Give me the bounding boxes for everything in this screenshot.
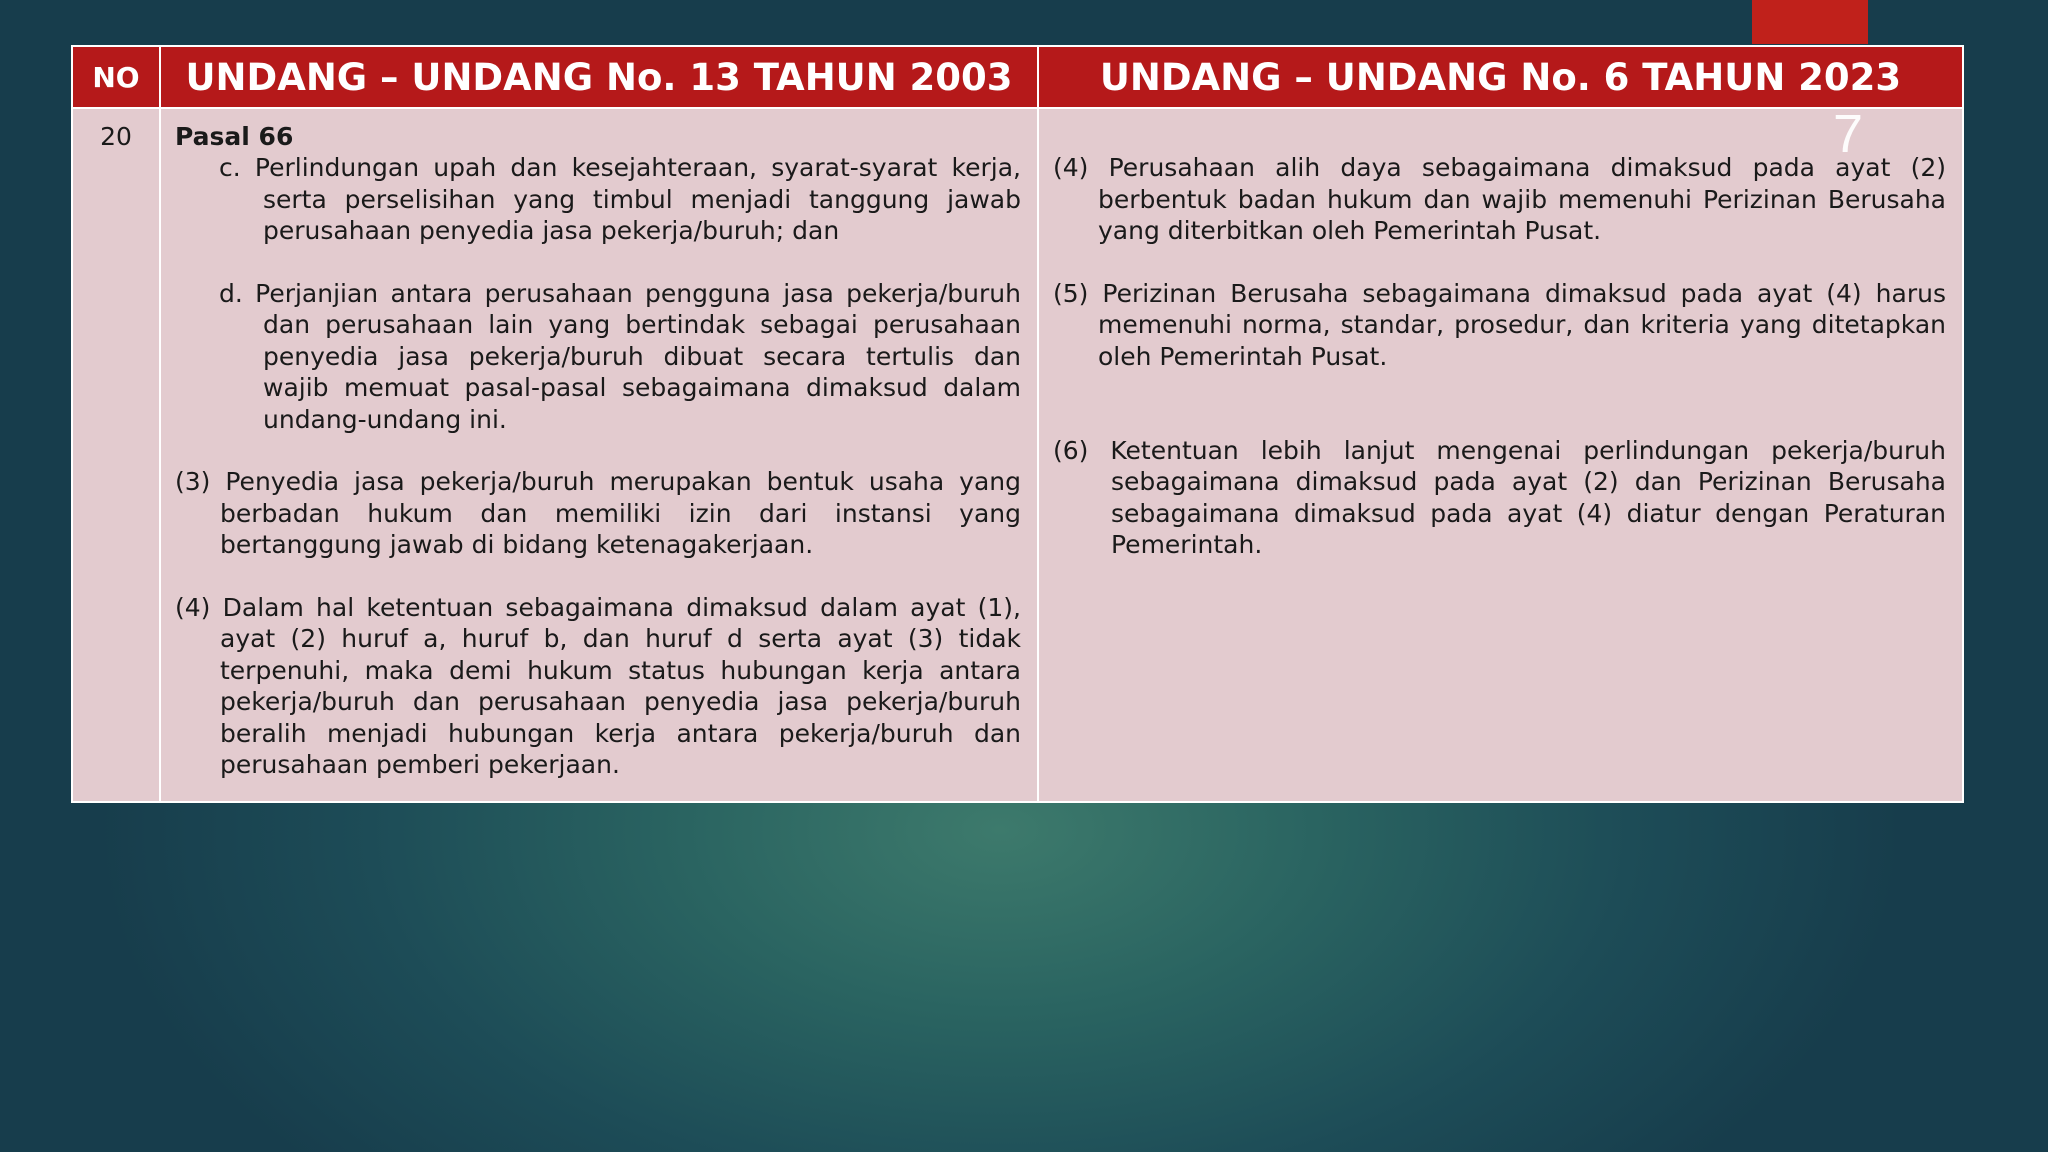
slide-number: 7	[1832, 104, 1864, 164]
row-number: 20	[72, 108, 160, 802]
table-header-row	[72, 46, 1963, 108]
header-uu-13-2003: UNDANG – UNDANG No. 13 TAHUN 2003	[160, 46, 1038, 108]
old-ayat-3: (3) Penyedia jasa pekerja/buruh merupakan bentuk usaha yang berbadan hukum dan memiliki izin dari instansi yang bertanggung jawab di bidang ketenagakerjaan.	[175, 467, 1021, 560]
comparison-table	[71, 45, 1964, 803]
old-law-cell	[160, 108, 1038, 802]
new-ayat-4: (4) Perusahaan alih daya sebagaimana dimaksud pada ayat (2) berbentuk badan hukum dan wajib memenuhi Perizinan Berusaha yang diterbitkan oleh Pemerintah Pusat.	[1053, 153, 1946, 246]
old-item-d: d. Perjanjian antara perusahaan pengguna jasa pekerja/buruh dan perusahaan lain yang bertindak sebagai perusahaan penyedia jasa pekerja/buruh dibuat secara tertulis dan wajib memuat pasal-pasal sebagaimana dimaksud dalam undang-undang ini.	[219, 279, 1021, 434]
slide-corner-tab	[1752, 0, 1868, 44]
new-ayat-5: (5) Perizinan Berusaha sebagaimana dimaksud pada ayat (4) harus memenuhi norma, standar, prosedur, dan kriteria yang ditetapkan oleh Pemerintah Pusat.	[1053, 279, 1946, 371]
table-row	[72, 108, 1963, 802]
new-law-cell	[1038, 108, 1963, 802]
new-ayat-6: (6) Ketentuan lebih lanjut mengenai perlindungan pekerja/buruh sebagaimana dimaksud pada ayat (2) dan Perizinan Berusaha sebagaimana dimaksud pada ayat (4) diatur dengan Peraturan Pemerintah.	[1053, 436, 1946, 560]
pasal-title: Pasal 66	[175, 122, 294, 151]
old-ayat-4: (4) Dalam hal ketentuan sebagaimana dimaksud dalam ayat (1), ayat (2) huruf a, huruf b, dan huruf d serta ayat (3) tidak terpenuhi, maka demi hukum status hubungan kerja antara pekerja/buruh dan perusahaan penyedia jasa pekerja/buruh beralih menjadi hubungan kerja antara pekerja/buruh dan perusahaan pemberi pekerjaan.	[175, 593, 1021, 780]
old-item-c: c. Perlindungan upah dan kesejahteraan, syarat-syarat kerja, serta perselisihan yang timbul menjadi tanggung jawab perusahaan penyedia jasa pekerja/buruh; dan	[219, 153, 1021, 246]
header-no: NO	[72, 46, 160, 108]
header-uu-6-2023: UNDANG – UNDANG No. 6 TAHUN 2023	[1038, 46, 1963, 108]
